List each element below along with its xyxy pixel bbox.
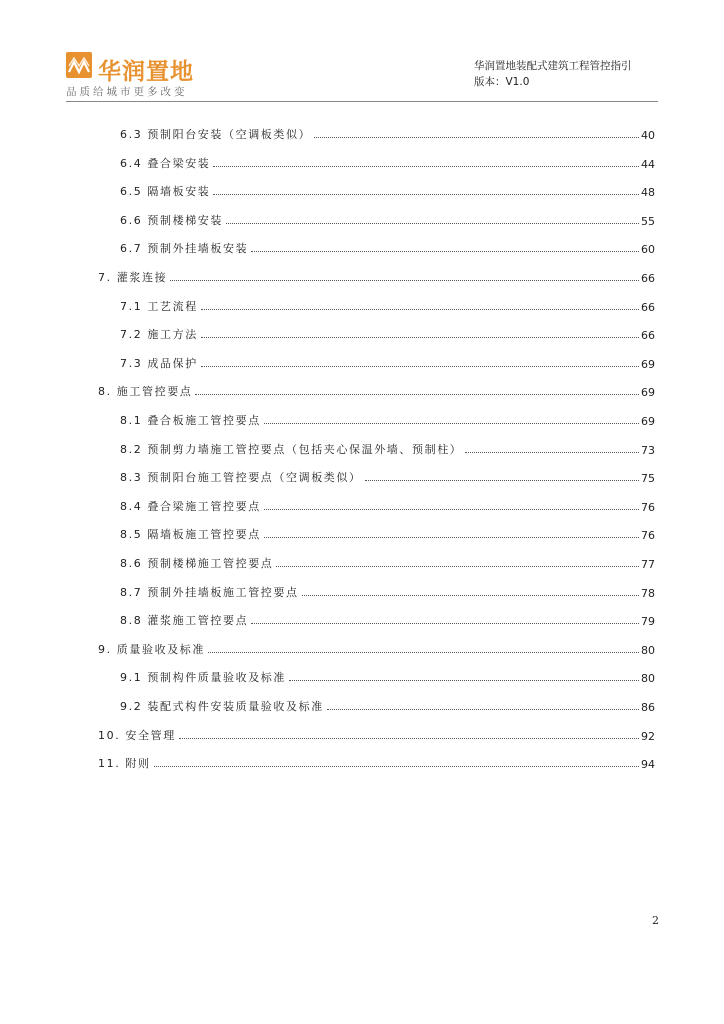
header-divider	[66, 101, 658, 102]
toc-leader-dots	[302, 595, 639, 596]
toc-entry[interactable]	[120, 236, 655, 256]
toc-leader-dots	[289, 680, 639, 681]
toc-entry[interactable]	[120, 322, 655, 342]
toc-entry-page: 94	[641, 758, 655, 772]
toc-entry[interactable]	[120, 580, 655, 600]
toc-entry-page: 78	[641, 586, 655, 600]
toc-entry-label: 6.5 隔墙板安装	[120, 185, 211, 199]
toc-entry-page: 40	[641, 129, 655, 142]
toc-entry-label: 9.1 预制构件质量验收及标准	[120, 671, 286, 685]
toc-entry-label: 7.3 成品保护	[120, 356, 198, 370]
toc-entry[interactable]	[120, 437, 655, 457]
toc-entry[interactable]	[120, 351, 655, 371]
toc-entry[interactable]	[120, 465, 655, 485]
toc-leader-dots	[154, 766, 639, 767]
page-number: 2	[652, 914, 659, 927]
toc-leader-dots	[195, 394, 639, 395]
document-title: 华润置地装配式建筑工程管控指引	[474, 60, 632, 72]
toc-entry[interactable]	[120, 608, 655, 628]
toc-leader-dots	[314, 137, 639, 138]
toc-entry[interactable]	[98, 723, 655, 743]
toc-entry-label: 8.7 预制外挂墙板施工管控要点	[120, 585, 299, 599]
toc-entry-page: 69	[641, 415, 655, 428]
toc-leader-dots	[170, 280, 639, 281]
toc-leader-dots	[276, 566, 639, 567]
toc-entry[interactable]	[120, 522, 655, 542]
toc-entry-page: 77	[641, 558, 655, 571]
toc-entry[interactable]	[98, 637, 655, 657]
toc-entry[interactable]	[98, 379, 655, 399]
toc-entry-label: 7. 灌浆连接	[98, 271, 168, 284]
toc-entry-label: 6.3 预制阳台安装（空调板类似）	[120, 128, 312, 141]
toc-entry-label: 6.7 预制外挂墙板安装	[120, 242, 249, 256]
toc-entry-page: 76	[641, 500, 655, 514]
toc-entry-page: 73	[641, 443, 655, 457]
toc-entry-page: 80	[641, 672, 655, 686]
toc-entry[interactable]	[120, 494, 655, 514]
toc-leader-dots	[327, 709, 639, 710]
toc-entry[interactable]	[120, 179, 655, 199]
toc-entry-label: 11. 附则	[98, 757, 151, 771]
toc-leader-dots	[264, 509, 639, 510]
toc-entry-page: 66	[641, 300, 655, 314]
logo-mark-icon	[66, 52, 92, 78]
toc-leader-dots	[264, 423, 639, 424]
toc-entry-page: 69	[641, 357, 655, 371]
toc-entry-label: 10. 安全管理	[98, 728, 176, 742]
toc-entry[interactable]	[98, 265, 655, 285]
toc-entry[interactable]	[120, 208, 655, 228]
toc-entry[interactable]	[120, 151, 655, 171]
toc-entry-label: 7.1 工艺流程	[120, 299, 198, 313]
toc-entry-page: 66	[641, 272, 655, 285]
toc-entry-page: 92	[641, 729, 655, 743]
toc-entry-label: 8.6 预制楼梯施工管控要点	[120, 557, 274, 570]
toc-entry-page: 76	[641, 529, 655, 543]
toc-entry[interactable]	[120, 665, 655, 685]
toc-leader-dots	[226, 223, 639, 224]
toc-entry-label: 9. 质量验收及标准	[98, 642, 205, 656]
toc-leader-dots	[213, 194, 639, 195]
toc-leader-dots	[465, 452, 639, 453]
toc-entry-label: 9.2 装配式构件安装质量验收及标准	[120, 700, 324, 713]
toc-entry[interactable]	[120, 551, 655, 571]
toc-entry[interactable]	[120, 294, 655, 314]
logo-slogan: 品质给城市更多改变	[66, 86, 188, 98]
toc-entry-page: 55	[641, 214, 655, 228]
toc-entry[interactable]	[120, 122, 655, 142]
toc-entry-page: 66	[641, 329, 655, 343]
page-header	[0, 0, 724, 108]
toc-entry-label: 7.2 施工方法	[120, 328, 198, 342]
toc-entry-label: 6.4 叠合梁安装	[120, 156, 211, 170]
toc-entry-label: 6.6 预制楼梯安装	[120, 213, 223, 227]
toc-entry-page: 80	[641, 643, 655, 657]
toc-entry-page: 48	[641, 186, 655, 200]
toc-entry-label: 8.8 灌浆施工管控要点	[120, 614, 249, 628]
document-version: 版本：V1.0	[474, 76, 530, 88]
logo-name: 华润置地	[98, 59, 194, 85]
toc-entry-label: 8.4 叠合梁施工管控要点	[120, 499, 261, 513]
toc-entry-page: 69	[641, 386, 655, 400]
toc-entry[interactable]	[120, 694, 655, 714]
toc-leader-dots	[365, 480, 639, 481]
toc-entry-page: 79	[641, 615, 655, 629]
toc-entry-page: 86	[641, 701, 655, 714]
toc-entry-label: 8. 施工管控要点	[98, 385, 193, 399]
toc-entry-label: 8.1 叠合板施工管控要点	[120, 414, 261, 427]
toc-leader-dots	[251, 251, 639, 252]
toc-entry[interactable]	[98, 751, 655, 771]
toc-entry[interactable]	[120, 408, 655, 428]
toc-leader-dots	[264, 537, 639, 538]
toc-leader-dots	[201, 309, 639, 310]
toc-entry-label: 8.3 预制阳台施工管控要点（空调板类似）	[120, 471, 362, 485]
toc-entry-label: 8.2 预制剪力墙施工管控要点（包括夹心保温外墙、预制柱）	[120, 442, 463, 456]
toc-leader-dots	[201, 337, 639, 338]
toc-entry-label: 8.5 隔墙板施工管控要点	[120, 528, 261, 542]
toc-leader-dots	[179, 738, 639, 739]
toc-entry-page: 44	[641, 157, 655, 171]
toc-leader-dots	[201, 366, 639, 367]
toc-entry-page: 60	[641, 243, 655, 257]
toc-leader-dots	[213, 166, 639, 167]
toc-leader-dots	[251, 623, 639, 624]
toc-leader-dots	[208, 652, 639, 653]
toc-entry-page: 75	[641, 472, 655, 486]
